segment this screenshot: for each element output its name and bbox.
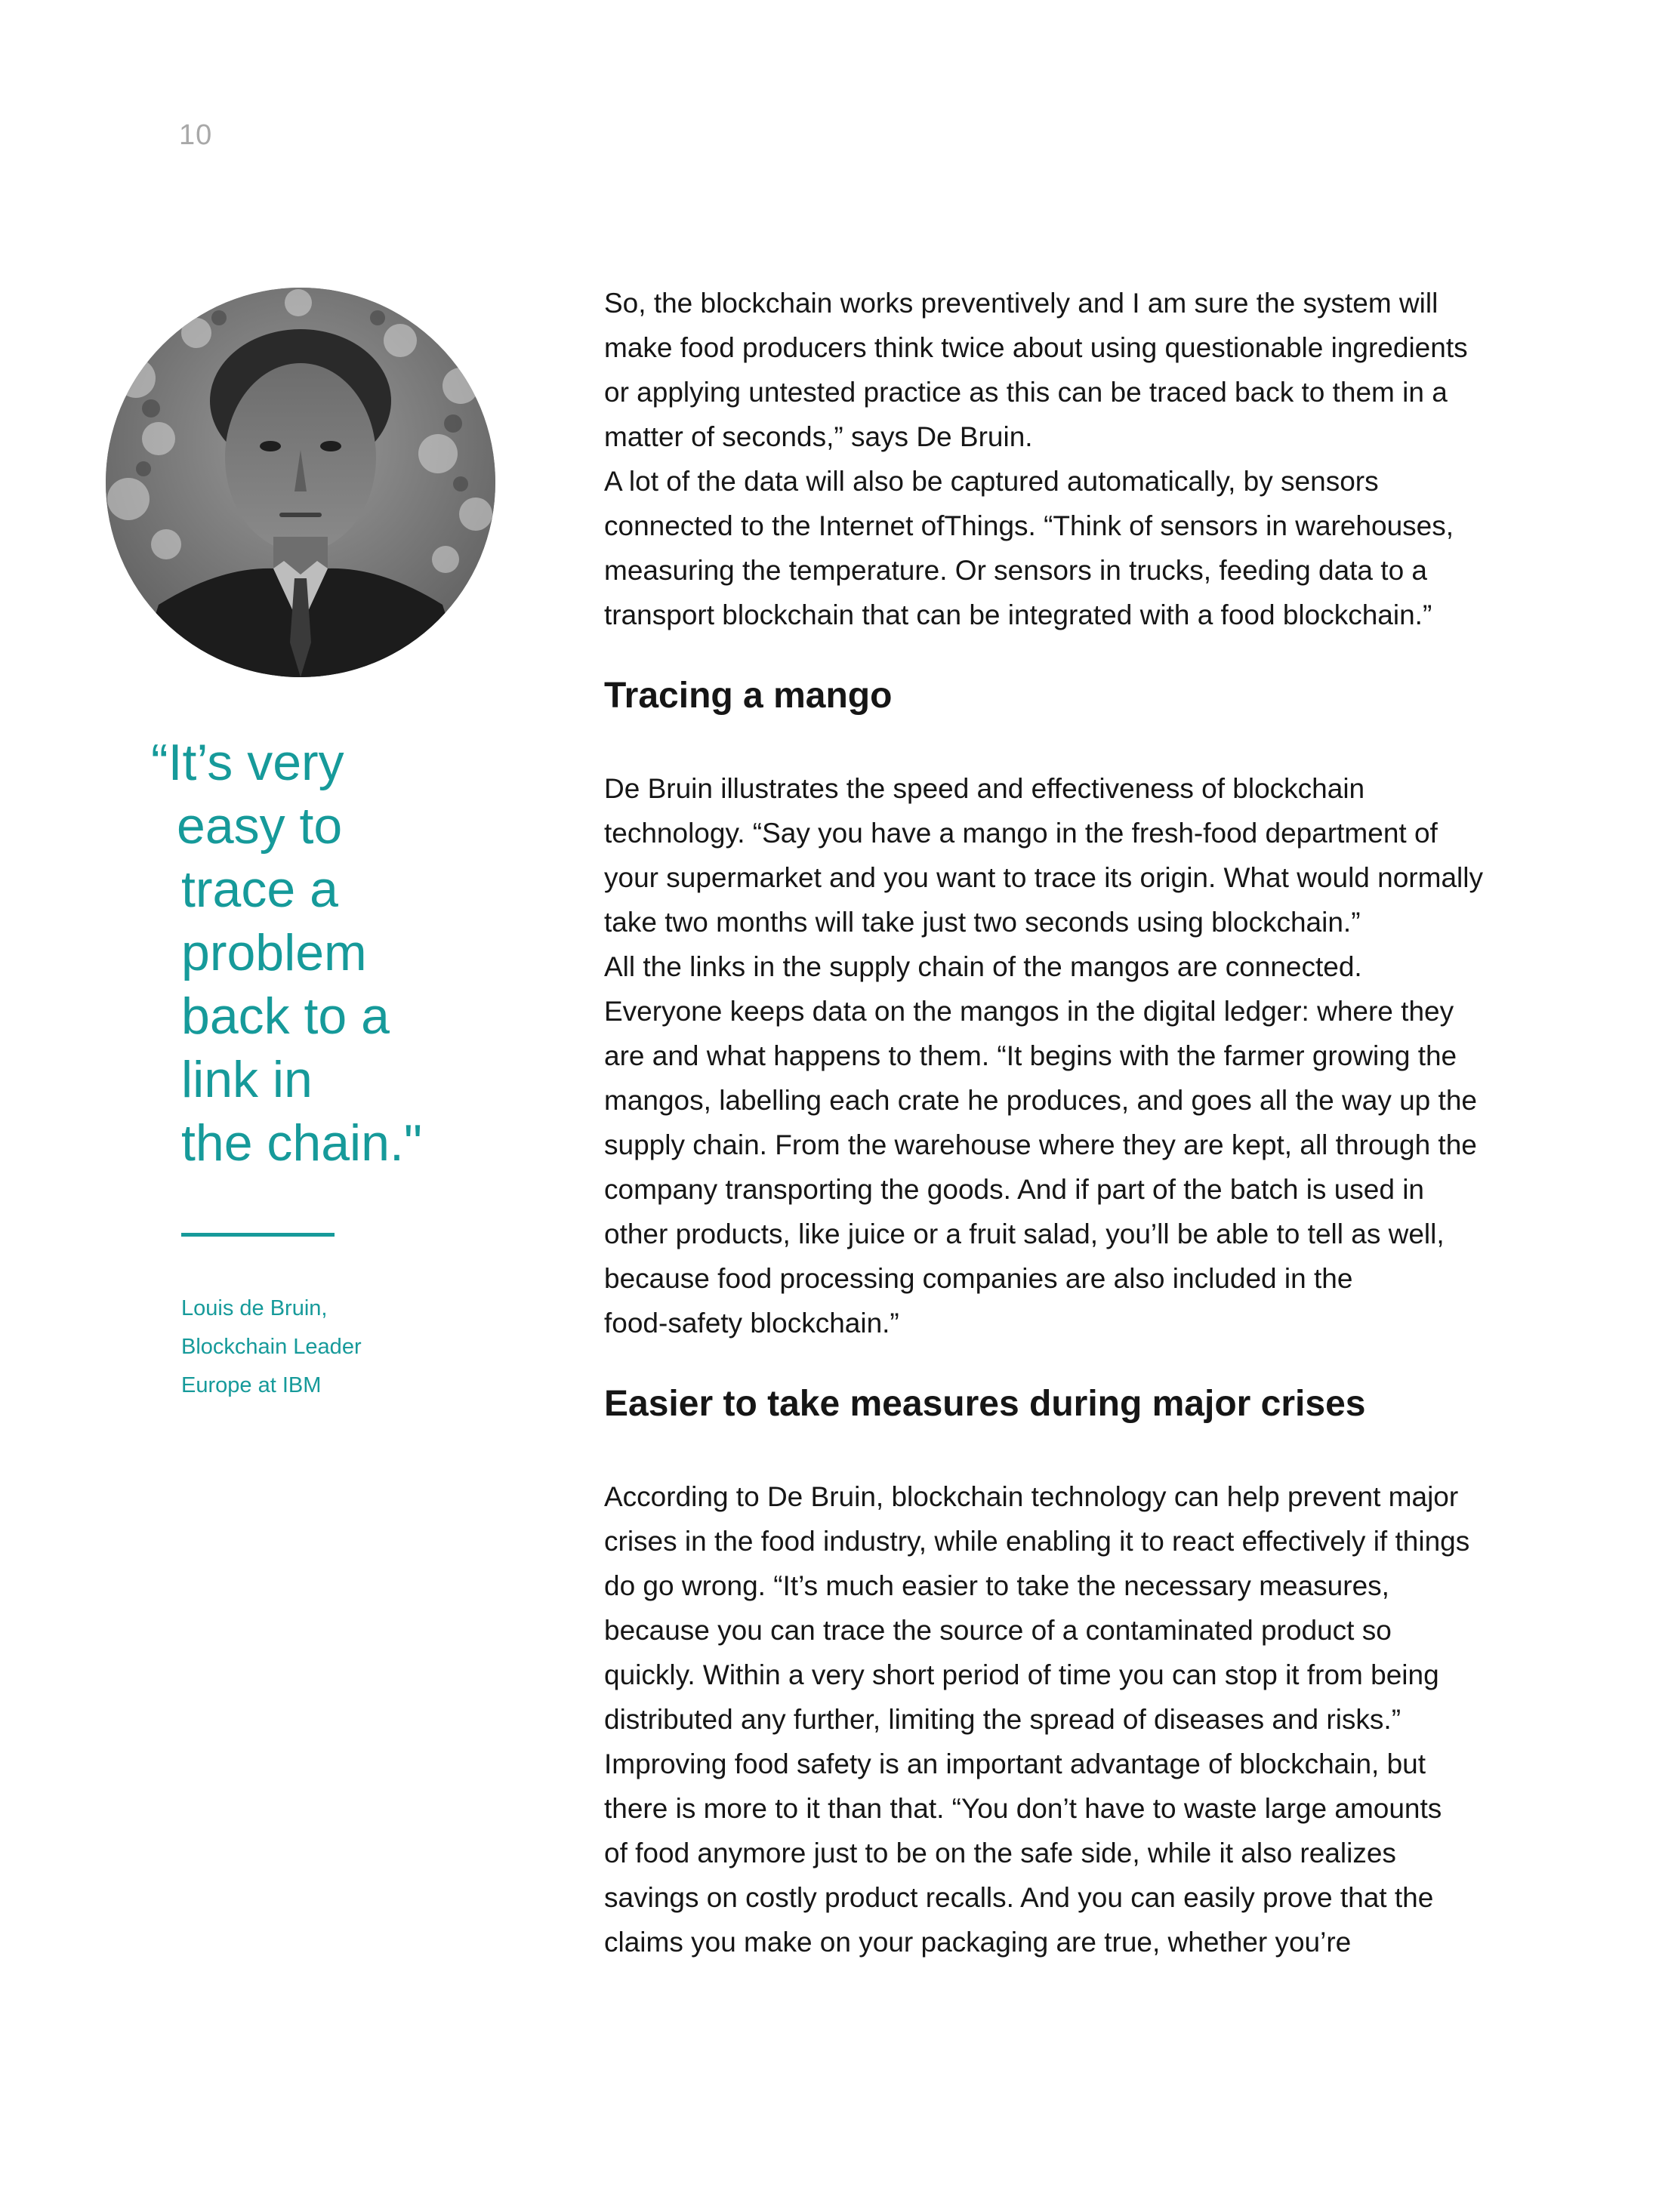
quote-line: the chain." (181, 1114, 423, 1172)
text-line: All the links in the supply chain of the mangos are connected. (604, 951, 1362, 982)
text-line: because food processing companies are also included in the (604, 1263, 1353, 1294)
text-line: crises in the food industry, while enabling it to react effectively if things (604, 1526, 1470, 1557)
pull-quote (151, 731, 483, 1175)
text-line: measuring the temperature. Or sensors in trucks, feeding data to a (604, 555, 1428, 586)
text-line: claims you make on your packaging are true, whether you’re (604, 1927, 1352, 1958)
intro-paragraph (604, 281, 1533, 637)
text-line: Everyone keeps data on the mangos in the digital ledger: where they (604, 996, 1454, 1027)
article-body (604, 281, 1533, 1964)
quote-divider (181, 1233, 335, 1237)
quote-line: back to a (181, 987, 390, 1045)
text-line: technology. “Say you have a mango in the fresh-food department of (604, 818, 1438, 849)
text-line: matter of seconds,” says De Bruin. (604, 421, 1033, 452)
text-line: mangos, labelling each crate he produces, and goes all the way up the (604, 1085, 1477, 1116)
attribution-role: Blockchain Leader (181, 1335, 362, 1359)
text-line: of food anymore just to be on the safe side, while it also realizes (604, 1838, 1396, 1868)
quote-line: trace a (181, 861, 338, 918)
text-line: other products, like juice or a fruit salad, you’ll be able to tell as well, (604, 1218, 1445, 1249)
text-line: transport blockchain that can be integrated with a food blockchain.” (604, 599, 1432, 630)
text-line: A lot of the data will also be captured automatically, by sensors (604, 466, 1379, 497)
attribution-company: Europe at IBM (181, 1373, 322, 1397)
text-line: supply chain. From the warehouse where they are kept, all through the (604, 1129, 1477, 1160)
portrait-photo (106, 288, 495, 677)
text-line: So, the blockchain works preventively and I am sure the system will (604, 288, 1439, 319)
quote-line: “It’s very (151, 734, 344, 791)
text-line: De Bruin illustrates the speed and effectiveness of blockchain (604, 773, 1365, 804)
text-line: take two months will take just two seconds using blockchain.” (604, 907, 1361, 938)
quote-line: link in (181, 1051, 313, 1108)
text-line: company transporting the goods. And if part of the batch is used in (604, 1174, 1425, 1205)
text-line: make food producers think twice about using questionable ingredients (604, 332, 1468, 363)
text-line: food-safety blockchain.” (604, 1308, 899, 1339)
text-line: savings on costly product recalls. And you can easily prove that the (604, 1882, 1434, 1913)
text-line: distributed any further, limiting the spread of diseases and risks.” (604, 1704, 1402, 1735)
section-major-crises-paragraph (604, 1474, 1533, 1964)
page-number: 10 (179, 119, 213, 151)
quote-line: problem (181, 924, 367, 981)
quote-line: easy to (177, 797, 343, 855)
text-line: According to De Bruin, blockchain technology can help prevent major (604, 1481, 1459, 1512)
text-line: your supermarket and you want to trace its origin. What would normally (604, 862, 1483, 893)
section-heading-major-crises: Easier to take measures during major crises (604, 1384, 1366, 1424)
section-heading-tracing-mango: Tracing a mango (604, 676, 893, 716)
text-line: are and what happens to them. “It begins with the farmer growing the (604, 1040, 1457, 1071)
text-line: connected to the Internet ofThings. “Think of sensors in warehouses, (604, 510, 1454, 541)
text-line: because you can trace the source of a contaminated product so (604, 1615, 1392, 1646)
text-line: or applying untested practice as this can be traced back to them in a (604, 377, 1448, 408)
text-line: quickly. Within a very short period of time you can stop it from being (604, 1659, 1439, 1690)
quote-attribution (181, 1289, 362, 1405)
section-tracing-mango-paragraph (604, 766, 1533, 1345)
text-line: do go wrong. “It’s much easier to take the necessary measures, (604, 1570, 1389, 1601)
text-line: there is more to it than that. “You don’t have to waste large amounts (604, 1793, 1442, 1824)
attribution-name: Louis de Bruin, (181, 1296, 328, 1320)
text-line: Improving food safety is an important advantage of blockchain, but (604, 1748, 1426, 1779)
